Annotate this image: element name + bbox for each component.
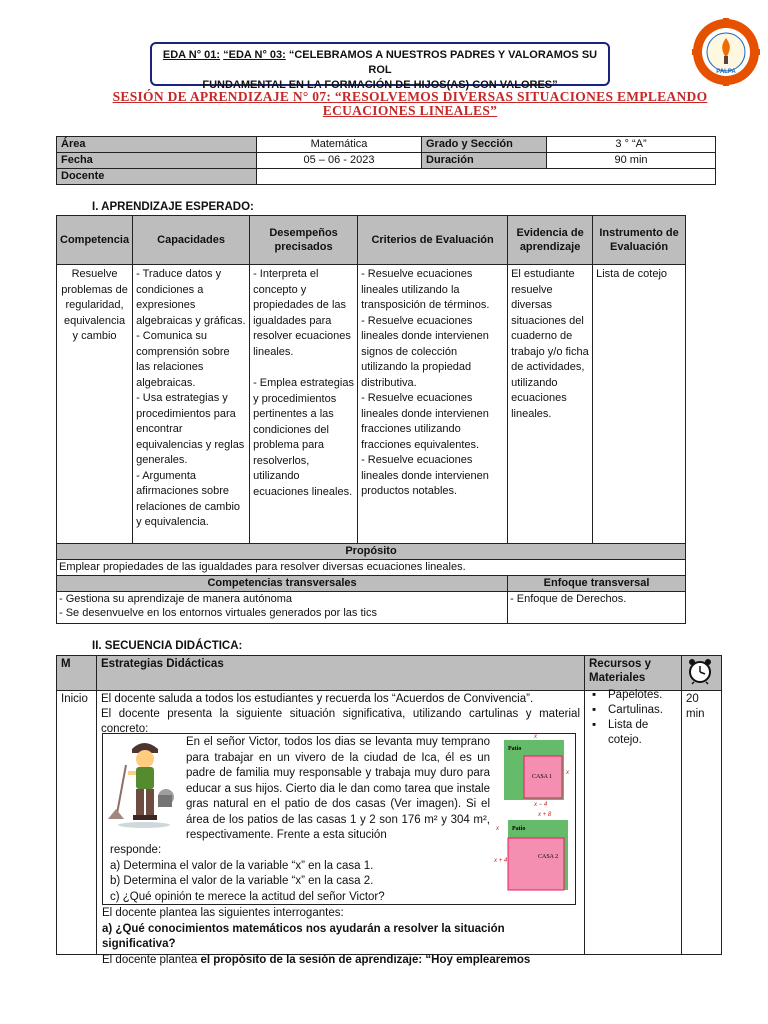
proposito-bold: el propósito de la sesión de aprendizaje bbox=[200, 953, 419, 966]
col-capacidades: Capacidades bbox=[133, 216, 250, 265]
comp-trans-item: - Se desenvuelve en los entornos virtuales generados por las tics bbox=[59, 607, 377, 619]
cell-instrumento: Lista de cotejo bbox=[593, 265, 686, 544]
session-title-line-1: SESIÓN DE APRENDIZAJE N° 07: “RESOLVEMOS DIVERSAS SITUACIONES EMPLEANDO bbox=[112, 89, 708, 104]
proposito-intro: El docente plantea bbox=[102, 953, 201, 966]
cell-competencia: Resuelve problemas de regularidad, equivalencia y cambio bbox=[57, 265, 133, 544]
question-a: a) Determina el valor de la variable “x” en la casa 1. bbox=[110, 859, 374, 872]
col-tiempo bbox=[682, 656, 722, 691]
criterio-item: - Resuelve ecuaciones lineales donde intervienen signos de colección utilizando la propiedad distributiva. bbox=[361, 314, 489, 389]
criterio-item: - Resuelve ecuaciones lineales utilizando la transposición de términos. bbox=[361, 268, 490, 311]
casa2-label: CASA 2 bbox=[538, 854, 559, 860]
comp-trans-item: - Gestiona su aprendizaje de manera autónoma bbox=[59, 593, 292, 605]
capacidad-item: - Usa estrategias y procedimientos para encontrar equivalencias y reglas generales. bbox=[136, 392, 245, 466]
patio-casas-diagram bbox=[492, 734, 576, 904]
responde-label: responde: bbox=[110, 844, 162, 856]
alarm-clock-icon bbox=[686, 657, 714, 685]
eda-title-line-1 bbox=[152, 48, 608, 78]
casa2-left-label: x + 4 bbox=[494, 858, 508, 864]
logo-inner-text: PALPA bbox=[716, 69, 736, 75]
col-m: M bbox=[57, 656, 97, 691]
fecha-value: 05 – 06 - 2023 bbox=[257, 153, 422, 169]
eda-header-box bbox=[150, 42, 610, 91]
proposito-label: Propósito bbox=[57, 544, 686, 560]
capacidad-item: - Argumenta afirmaciones sobre relaciones de cambio y equivalencia. bbox=[136, 469, 241, 528]
situacion-text: En el señor Victor, todos los dias se levanta muy temprano para trabajar en un vivero de la ciudad de Ica, él es un padre de familia muy responsable y trabaja muy duro para educar a sus hijos. Cierto dia le dan como tarea que instale gras natural en el patio de dos casas (Ver imagen). Si el área de los patios de las casas 1 y 2 son 176 m² y 304 m², respectivamente. Frente a esta situción bbox=[186, 736, 490, 841]
row-inicio-label: Inicio bbox=[57, 691, 97, 955]
proposito-quote: : “Hoy emplearemos bbox=[418, 953, 531, 966]
duracion-value: 90 min bbox=[547, 153, 716, 169]
cell-evidencia: El estudiante resuelve diversas situaciones del cuaderno de trabajo y/o ficha de actividades, utilizando ecuaciones lineales. bbox=[508, 265, 593, 544]
cell-desempenos bbox=[250, 265, 358, 544]
casa1-patio-label: Patio bbox=[508, 746, 522, 752]
eda-title-part-1: “CELEBRAMOS A NUESTROS PADRES Y VALORAMOS SU ROL bbox=[288, 49, 598, 76]
eda-03-label: “EDA N° 03: bbox=[223, 49, 286, 61]
competencias-transversales-cell bbox=[57, 592, 508, 624]
col-criterios: Criterios de Evaluación bbox=[358, 216, 508, 265]
area-label: Área bbox=[57, 137, 257, 153]
desempeno-item: - Emplea estrategias y procedimientos pertinentes a las condiciones del problema para resolverlos, utilizando ecuaciones lineales. bbox=[253, 377, 354, 498]
duracion-label: Duración bbox=[422, 153, 547, 169]
col-estrategias: Estrategias Didácticas bbox=[97, 656, 585, 691]
recurso-item: ▪ Lista de cotejo. bbox=[590, 718, 684, 748]
enfoque-transversal-cell: - Enfoque de Derechos. bbox=[508, 592, 686, 624]
session-title bbox=[80, 90, 740, 118]
docente-label: Docente bbox=[57, 169, 257, 185]
capacidad-item: - Traduce datos y condiciones a expresiones algebraicas y gráficas. bbox=[136, 268, 246, 327]
paragraph-presenta: El docente presenta la siguiente situación significativa, utilizando cartulinas y material concreto: bbox=[101, 708, 580, 735]
session-title-line-2: ECUACIONES LINEALES” bbox=[322, 103, 498, 118]
cell-capacidades bbox=[133, 265, 250, 544]
paragraph-interrogantes: El docente plantea las siguientes interrogantes: bbox=[102, 907, 344, 919]
section-1-title: I. APRENDIZAJE ESPERADO: bbox=[92, 201, 254, 213]
eda-01-label: EDA N° 01: bbox=[162, 49, 221, 61]
col-competencia: Competencia bbox=[57, 216, 133, 265]
situacion-questions bbox=[110, 843, 500, 905]
col-recursos: Recursos y Materiales bbox=[585, 656, 682, 691]
recurso-item: ▪ Cartulinas. bbox=[590, 703, 684, 718]
eda-title-line-2: FUNDAMENTAL EN LA FORMACIÓN DE HIJOS(AS) CON VALORES” bbox=[202, 79, 558, 91]
proposito-text: Emplear propiedades de las igualdades para resolver diversas ecuaciones lineales. bbox=[57, 560, 686, 576]
info-table bbox=[56, 136, 716, 185]
desempeno-item: - Interpreta el concepto y propiedades de las igualdades para resolver ecuaciones lineales. bbox=[253, 268, 351, 358]
section-2-title: II. SECUENCIA DIDÁCTICA: bbox=[92, 640, 243, 652]
grado-label: Grado y Sección bbox=[422, 137, 547, 153]
casa1-top-x: x bbox=[534, 734, 537, 740]
casa1-right-x: x bbox=[566, 770, 569, 776]
col-evidencia: Evidencia de aprendizaje bbox=[508, 216, 593, 265]
aprendizaje-table bbox=[56, 215, 686, 624]
criterio-item: - Resuelve ecuaciones lineales donde intervienen productos notables. bbox=[361, 454, 489, 497]
question-c: c) ¿Qué opinión te merece la actitud del señor Victor? bbox=[110, 890, 385, 903]
casa2-house bbox=[508, 838, 564, 890]
fecha-label: Fecha bbox=[57, 153, 257, 169]
row-inicio-tiempo: 20 min bbox=[682, 691, 722, 955]
area-value: Matemática bbox=[257, 137, 422, 153]
casa2-top-label: x + 8 bbox=[538, 812, 552, 818]
grado-value: 3 ° “A” bbox=[547, 137, 716, 153]
recursos-list bbox=[590, 688, 684, 748]
casa1-label: CASA 1 bbox=[532, 774, 553, 780]
logo-torch-handle bbox=[724, 56, 728, 64]
paragraph-saludo: El docente saluda a todos los estudiantes y recuerda los “Acuerdos de Convivencia”. bbox=[101, 693, 534, 705]
cell-criterios bbox=[358, 265, 508, 544]
capacidad-item: - Comunica su comprensión sobre las relaciones algebraicas. bbox=[136, 330, 230, 389]
interrogantes-block bbox=[102, 906, 580, 968]
criterio-item: - Resuelve ecuaciones lineales donde intervienen fracciones utilizando fracciones equivalentes. bbox=[361, 392, 489, 451]
recurso-item: ▪ Papelotes. bbox=[590, 688, 684, 703]
paragraph-proposito bbox=[102, 953, 580, 969]
competencias-transversales-label: Competencias transversales bbox=[57, 576, 508, 592]
docente-value bbox=[257, 169, 716, 185]
ugel-logo bbox=[692, 18, 760, 86]
casa2-patio-label: Patio bbox=[512, 826, 526, 832]
casa2-left-x: x bbox=[496, 826, 499, 832]
casa1-bottom-label: x − 4 bbox=[534, 802, 548, 808]
enfoque-transversal-label: Enfoque transversal bbox=[508, 576, 686, 592]
gardener-illustration bbox=[106, 737, 182, 829]
col-desempenos: Desempeños precisados bbox=[250, 216, 358, 265]
question-conocimientos: a) ¿Qué conocimientos matemáticos nos ayudarán a resolver la situación significativa? bbox=[102, 922, 505, 950]
question-b: b) Determina el valor de la variable “x” en la casa 2. bbox=[110, 875, 374, 887]
col-instrumento: Instrumento de Evaluación bbox=[593, 216, 686, 265]
